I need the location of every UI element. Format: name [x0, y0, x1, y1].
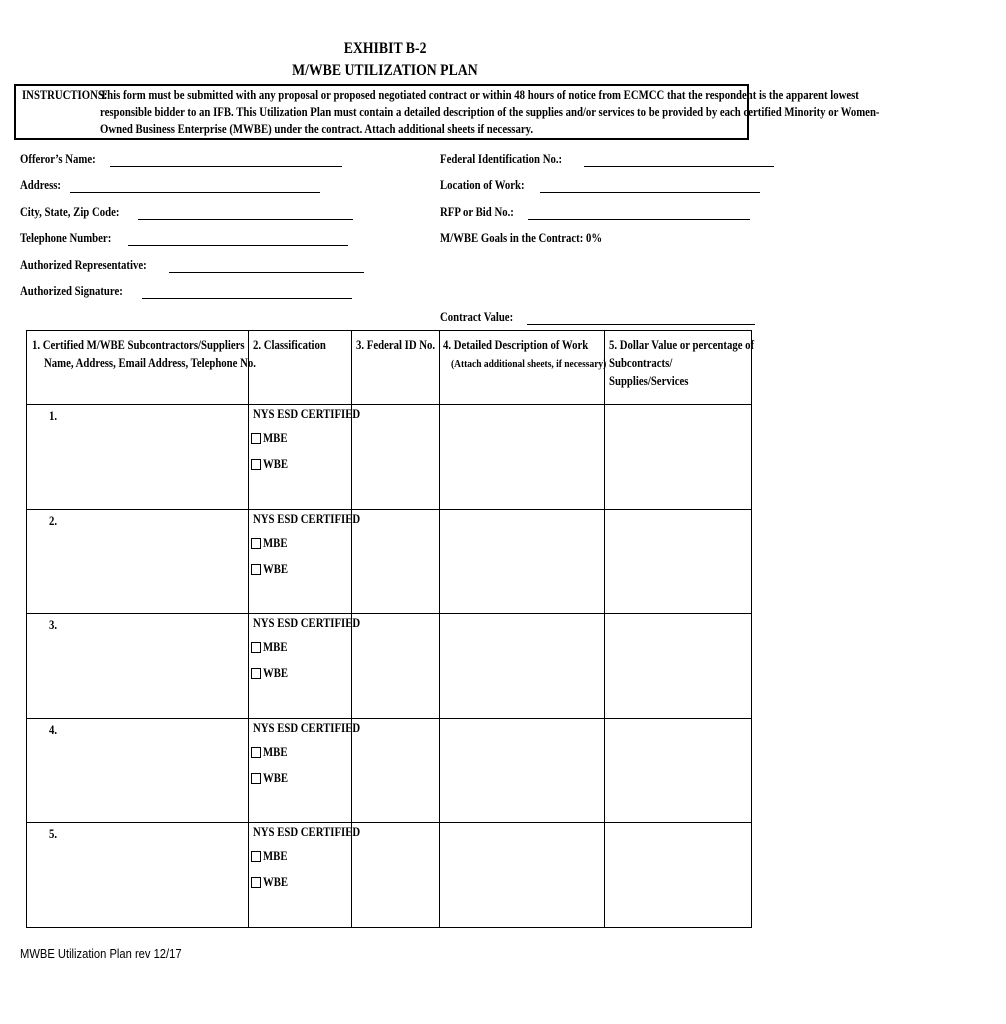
row-divider	[27, 404, 751, 405]
location-of-work-label: Location of Work:	[440, 178, 525, 192]
offeror-name-line[interactable]	[110, 155, 342, 167]
authorized-sig-line[interactable]	[142, 287, 352, 299]
row-number: 3.	[49, 618, 58, 632]
instructions-box	[14, 84, 880, 140]
location-of-work-line[interactable]	[540, 181, 760, 193]
mbe-checkbox[interactable]: MBE	[251, 849, 291, 864]
checkbox-box[interactable]	[251, 747, 261, 758]
row-number: 1.	[49, 409, 58, 423]
telephone-field[interactable]	[20, 231, 348, 246]
instructions-label: INSTRUCTIONS:	[22, 88, 108, 102]
column-divider	[439, 331, 440, 927]
contract-value-label: Contract Value:	[440, 310, 514, 324]
federal-id-label: Federal Identification No.:	[440, 152, 563, 166]
checkbox-box[interactable]	[251, 433, 261, 444]
header-dollar-value: 5. Dollar Value or percentage of Subcontracts/ Supplies/Services	[609, 338, 755, 388]
city-state-zip-line[interactable]	[138, 208, 353, 220]
certified-label: NYS ESD CERTIFIED	[253, 825, 361, 839]
column-divider	[604, 331, 605, 927]
wbe-checkbox[interactable]: WBE	[251, 875, 292, 890]
address-label: Address:	[20, 178, 62, 192]
instructions-line-1: This form must be submitted with any proposal or proposed negotiated contract or within 48 hours of notice from ECMCC that the respondent is the apparent lowest	[100, 88, 859, 102]
checkbox-box[interactable]	[251, 459, 261, 470]
row-number: 4.	[49, 723, 58, 737]
exhibit-title: EXHIBIT B-2	[343, 40, 427, 57]
federal-id-field[interactable]	[440, 152, 774, 167]
telephone-label: Telephone Number:	[20, 231, 112, 245]
instructions-line-3: Owned Business Enterprise (MWBE) under the contract. Attach additional sheets if necessary.	[100, 122, 534, 136]
row-number: 2.	[49, 514, 58, 528]
row-divider	[27, 822, 751, 823]
row-divider	[27, 613, 751, 614]
wbe-checkbox[interactable]: WBE	[251, 562, 292, 577]
authorized-rep-line[interactable]	[169, 261, 364, 273]
rfp-bid-line[interactable]	[528, 208, 750, 220]
mwbe-goals-label: M/WBE Goals in the Contract: 0%	[440, 231, 603, 245]
location-of-work-field[interactable]	[440, 178, 760, 193]
row-divider	[27, 509, 751, 510]
header-description: 4. Detailed Description of Work (Attach additional sheets, if necessary)	[443, 338, 607, 370]
offeror-name-field[interactable]	[20, 152, 342, 167]
wbe-checkbox[interactable]: WBE	[251, 771, 292, 786]
row-divider	[27, 718, 751, 719]
header-federal-id: 3. Federal ID No.	[356, 338, 436, 352]
mwbe-goals-field	[440, 231, 629, 246]
checkbox-box[interactable]	[251, 642, 261, 653]
form-title: M/WBE UTILIZATION PLAN	[292, 62, 478, 79]
authorized-sig-field[interactable]	[20, 284, 352, 299]
checkbox-box[interactable]	[251, 538, 261, 549]
city-state-zip-field[interactable]	[20, 205, 353, 220]
checkbox-box[interactable]	[251, 851, 261, 862]
offeror-name-label: Offeror’s Name:	[20, 152, 96, 166]
wbe-checkbox[interactable]: WBE	[251, 666, 292, 681]
mbe-checkbox[interactable]: MBE	[251, 745, 291, 760]
certified-label: NYS ESD CERTIFIED	[253, 616, 361, 630]
wbe-checkbox[interactable]: WBE	[251, 457, 292, 472]
checkbox-box[interactable]	[251, 877, 261, 888]
certified-label: NYS ESD CERTIFIED	[253, 721, 361, 735]
contract-value-line[interactable]	[527, 313, 755, 325]
column-divider	[248, 331, 249, 927]
authorized-rep-label: Authorized Representative:	[20, 258, 147, 272]
federal-id-line[interactable]	[584, 155, 774, 167]
certified-label: NYS ESD CERTIFIED	[253, 512, 361, 526]
certified-label: NYS ESD CERTIFIED	[253, 407, 361, 421]
mbe-checkbox[interactable]: MBE	[251, 536, 291, 551]
utilization-table	[26, 330, 755, 928]
city-state-zip-label: City, State, Zip Code:	[20, 205, 120, 219]
address-field[interactable]	[20, 178, 320, 193]
header-classification: 2. Classification	[253, 338, 326, 352]
checkbox-box[interactable]	[251, 773, 261, 784]
header-subcontractors: 1. Certified M/WBE Subcontractors/Suppliers Name, Address, Email Address, Telephone No.	[32, 338, 256, 370]
rfp-bid-label: RFP or Bid No.:	[440, 205, 514, 219]
telephone-line[interactable]	[128, 234, 348, 246]
mbe-checkbox[interactable]: MBE	[251, 640, 291, 655]
contract-value-field[interactable]	[440, 310, 755, 325]
instructions-line-2: responsible bidder to an IFB. This Utilization Plan must contain a detailed description of the supplies and/or services to be provided by each certified Minority or Women-	[100, 105, 880, 119]
mbe-checkbox[interactable]: MBE	[251, 431, 291, 446]
authorized-sig-label: Authorized Signature:	[20, 284, 123, 298]
row-number: 5.	[49, 827, 58, 841]
checkbox-box[interactable]	[251, 668, 261, 679]
footer-revision: MWBE Utilization Plan rev 12/17	[20, 946, 182, 961]
authorized-rep-field[interactable]	[20, 258, 364, 273]
address-line[interactable]	[70, 181, 320, 193]
checkbox-box[interactable]	[251, 564, 261, 575]
rfp-bid-field[interactable]	[440, 205, 750, 220]
